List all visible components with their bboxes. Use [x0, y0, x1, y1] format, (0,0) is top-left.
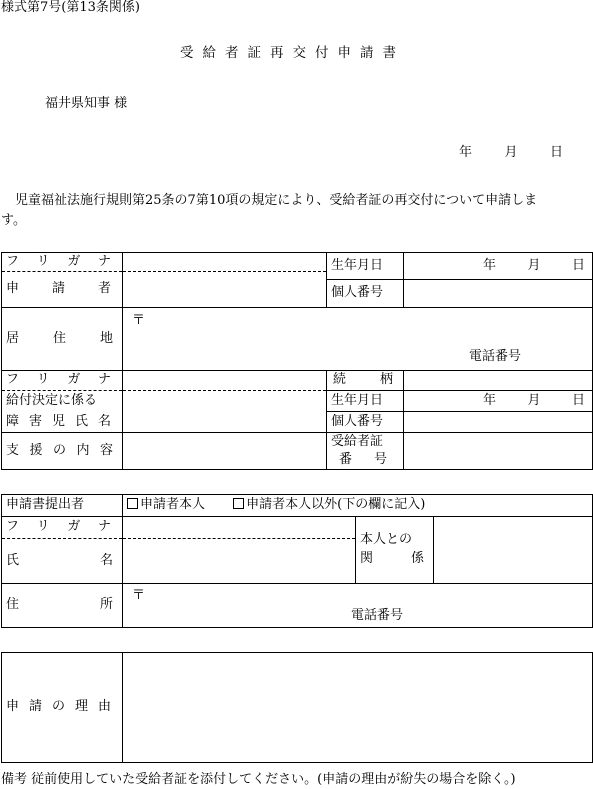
- option-other[interactable]: 申請者本人以外(下の欄に記入): [233, 497, 425, 512]
- my-number-input[interactable]: [404, 280, 593, 308]
- reason-table: [1, 652, 593, 763]
- checkbox-other[interactable]: [233, 498, 244, 509]
- cert-number-input[interactable]: [404, 433, 593, 470]
- furigana3-label-cell: フ リ ガ ナ: [2, 517, 123, 539]
- relationship-input[interactable]: [404, 371, 593, 391]
- furigana3-input[interactable]: [123, 517, 356, 539]
- name-input[interactable]: [123, 539, 356, 584]
- reason-label: 申 請 の 理 由: [2, 653, 123, 763]
- furigana-label-cell: フ リ ガ ナ: [2, 253, 123, 272]
- birthdate-label: 生年月日: [327, 253, 404, 280]
- checkbox-self[interactable]: [127, 498, 138, 509]
- intro-line-2: す。: [1, 213, 26, 228]
- phone-label-2: 電話番号: [351, 608, 404, 623]
- postal-mark: 〒: [132, 313, 146, 328]
- my-number-label: 個人番号: [327, 280, 404, 308]
- applicant-table: [1, 252, 593, 470]
- addressee: 福井県知事 様: [45, 96, 128, 111]
- month-label: 月: [504, 145, 518, 160]
- my-number2-input[interactable]: [404, 412, 593, 433]
- birthdate2-label: 生年月日: [327, 391, 404, 412]
- name-label: 氏 名: [2, 539, 123, 584]
- submitter-label: 申請書提出者: [2, 495, 123, 517]
- birthdate-value[interactable]: 年 月 日: [404, 253, 593, 280]
- birthdate2-value[interactable]: 年 月 日: [404, 391, 593, 412]
- child-name-label: 給付決定に係る 障 害 児 氏 名: [2, 391, 123, 433]
- furigana2-input[interactable]: [123, 371, 327, 391]
- applicant-label: 申 請 者: [2, 272, 123, 308]
- address-label: 住 所: [2, 584, 123, 628]
- submitter-options: [123, 495, 593, 517]
- support-label: 支 援 の 内 容: [2, 433, 123, 470]
- form-number: 様式第7号(第13条関係): [1, 0, 140, 15]
- my-number2-label: 個人番号: [327, 412, 404, 433]
- postal-mark-2: 〒: [132, 588, 146, 603]
- submitter-table: [1, 494, 593, 628]
- date-line: [459, 146, 563, 159]
- residence-label: 居 住 地: [2, 308, 123, 371]
- address-input[interactable]: [123, 584, 593, 628]
- option-self[interactable]: 申請者本人: [127, 497, 205, 512]
- year-label: 年: [459, 145, 473, 160]
- residence-input[interactable]: [123, 308, 593, 371]
- applicant-name-input[interactable]: [123, 272, 327, 308]
- intro-line-1: 児童福祉法施行規則第25条の7第10項の規定により、受給者証の再交付について申請しま: [15, 193, 538, 208]
- child-name-input[interactable]: [123, 391, 327, 433]
- remarks: 備考 従前使用していた受給者証を添付してください。(申請の理由が紛失の場合を除く。): [1, 772, 516, 787]
- phone-label: 電話番号: [469, 349, 522, 364]
- reason-input[interactable]: [123, 653, 593, 763]
- relation-label: 本人との 関 係: [356, 517, 434, 584]
- relation-input[interactable]: [434, 517, 593, 584]
- relationship-label: 続 柄: [327, 371, 404, 391]
- day-label: 日: [549, 145, 563, 160]
- page-title: 受給者証再交付申請書: [180, 45, 405, 61]
- cert-number-label: 受給者証 番 号: [327, 433, 404, 470]
- support-input[interactable]: [123, 433, 327, 470]
- furigana2-label-cell: フ リ ガ ナ: [2, 371, 123, 391]
- furigana-input[interactable]: [123, 253, 327, 272]
